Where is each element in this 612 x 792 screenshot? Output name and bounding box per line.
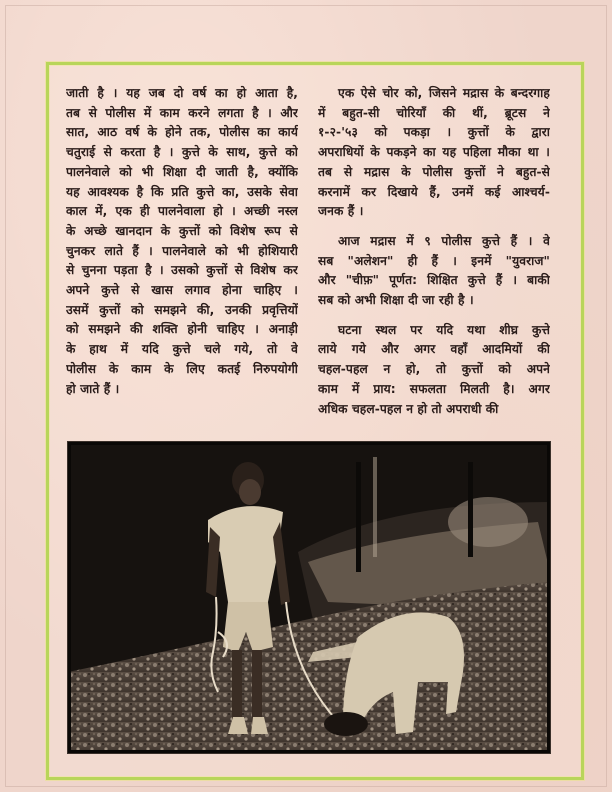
text-line: जाती है । यह जब दो वर्ष का हो आता है, — [66, 86, 298, 100]
text-line: काल में, एक ही पालनेवाला हो । अच्छी नस्ल — [66, 204, 298, 219]
text-line: अपराधियों के पकड़ने का यह पहिला मौका था । — [318, 145, 550, 160]
text-line: लाये गये और अगर वहाँ आदमियों की — [318, 342, 550, 357]
paragraph — [318, 232, 550, 311]
text-line: से चुनना पड़ता है । उसको कुत्तों से विशेष कर — [66, 263, 298, 278]
text-line: तब से पोलीस में काम करने लगता है । और — [66, 105, 298, 120]
text-line: सब को अभी शिक्षा दी जा रही है । — [318, 293, 474, 308]
text-line: जनक हैं । — [318, 204, 364, 219]
text-line: और "चीफ़" पूर्णत: शिक्षित कुत्ते हैं । बाकी — [318, 273, 550, 288]
text-line: यह आवश्यक है कि प्रति कुत्ते का, उसके सेवा — [66, 184, 298, 199]
text-line: करनामें कर दिखाये हैं, उनमें कई आश्चर्य- — [318, 184, 550, 199]
text-line: के हाथ में यदि कुत्ते चले गये, तो वे — [66, 342, 298, 357]
text-line: के अच्छे खानदान के कुत्तों को विशेष रूप से — [66, 223, 298, 238]
text-line: उसमें कुत्तों को समझने की, उनकी प्रवृत्तियों — [66, 302, 298, 317]
text-line: पोलीस के काम के लिए कतई निरुपयोगी — [66, 361, 298, 376]
text-line: अधिक चहल-पहल न हो तो अपराधी की — [318, 401, 499, 416]
right-text-column — [318, 84, 550, 419]
text-line: तब से मद्रास के पोलीस कुत्तों ने बहुत-से — [318, 164, 550, 179]
text-line: १-२-'५३ को पकड़ा । कुत्तों के द्वारा — [318, 125, 550, 140]
text-line: चहल-पहल न हो, तो कुत्तों को अपने — [318, 362, 550, 377]
text-line: अपने कुत्ते से खास लगाव होना चाहिए । — [66, 283, 298, 298]
text-line: को समझने की शक्ति होनी चाहिए । अनाड़ी — [66, 322, 298, 337]
dog-handler-photo — [67, 441, 551, 754]
text-line: एक ऐसे चोर को, जिसने मद्रास के बन्दरगाह — [338, 86, 550, 100]
text-line: में बहुत-सी चोरियाँ की थीं, ब्रूटस ने — [318, 105, 550, 120]
paragraph — [66, 84, 298, 399]
text-line: काम में प्राय: सफलता मिलती है। अगर — [318, 381, 550, 396]
text-line: घटना स्थल पर यदि यथा शीघ्र कुत्ते — [338, 322, 550, 337]
text-line: आज मद्रास में ९ पोलीस कुत्ते हैं । वे — [338, 233, 550, 248]
text-line: हो जाते हैं । — [66, 381, 120, 396]
paragraph — [318, 84, 550, 222]
text-line: चतुराई से करता है । कुत्ते के साथ, कुत्ते को — [66, 145, 298, 160]
photo-illustration — [68, 442, 550, 753]
text-line: पालनेवाले को भी शिक्षा दी जाती है, क्योंकि — [66, 164, 298, 179]
paragraph — [318, 321, 550, 420]
text-line: चुनकर लाते हैं । पालनेवाले को भी होशियारी — [66, 243, 298, 258]
text-line: सब "अलेशन" ही हैं । इनमें "युवराज" — [318, 253, 550, 268]
left-text-column — [66, 84, 298, 399]
text-line: सात, आठ वर्ष के होने तक, पोलीस का कार्य — [66, 125, 298, 140]
